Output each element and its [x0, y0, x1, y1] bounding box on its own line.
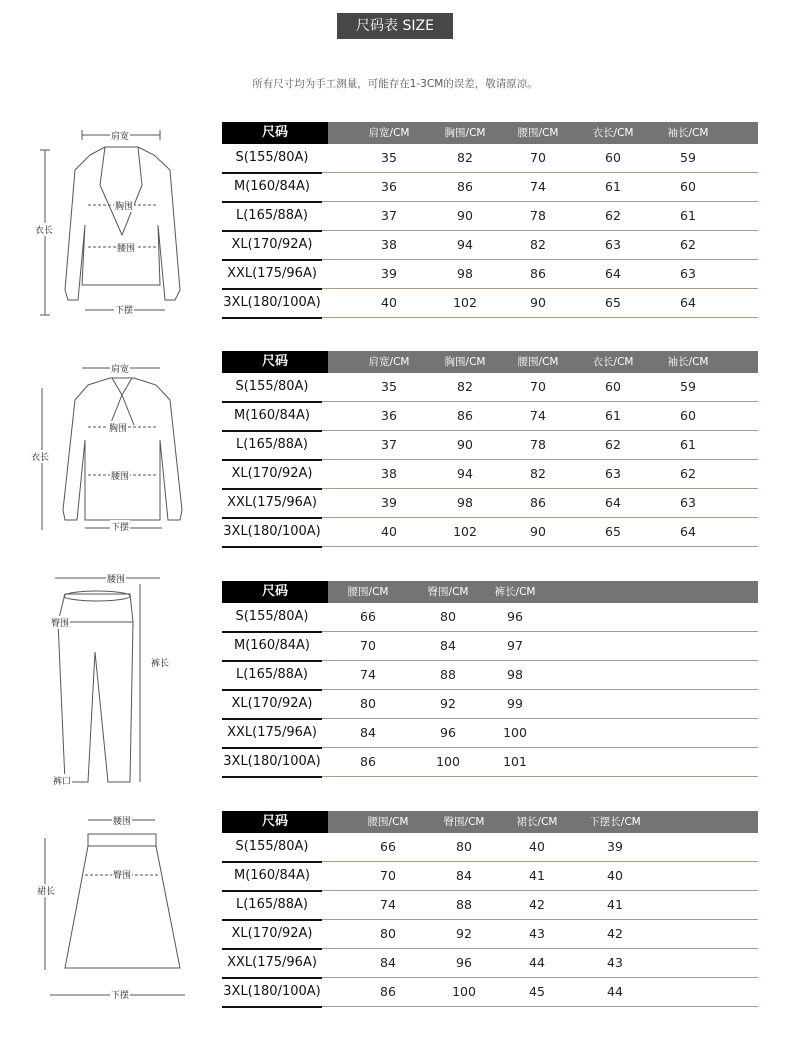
measurement-cell: 40 — [381, 295, 397, 310]
table-row — [222, 289, 758, 318]
measurement-cell: 43 — [529, 926, 545, 941]
measurement-cell: 45 — [529, 984, 545, 999]
size-cell: L(165/88A) — [222, 891, 322, 921]
size-cell: M(160/84A) — [222, 632, 322, 662]
size-cell: S(155/80A) — [222, 373, 322, 403]
table-row — [222, 173, 758, 202]
measurement-cell: 94 — [457, 466, 473, 481]
column-header: 肩宽/CM — [368, 127, 410, 139]
size-cell: L(165/88A) — [222, 661, 322, 691]
measurement-cell: 40 — [529, 839, 545, 854]
measurement-cell: 63 — [680, 495, 696, 510]
measurement-cell: 78 — [530, 437, 546, 452]
jacket-size-table — [222, 122, 758, 318]
measurement-cell: 42 — [607, 926, 623, 941]
pants-length-label: 裤长 — [150, 656, 170, 669]
measurement-cell: 42 — [529, 897, 545, 912]
size-cell: XXL(175/96A) — [222, 489, 322, 519]
table-header — [222, 581, 758, 603]
pants-size-table — [222, 581, 758, 777]
measurement-cell: 62 — [605, 208, 621, 223]
table-row — [222, 202, 758, 231]
column-header: 臀围/CM — [427, 586, 469, 598]
measurement-cell: 88 — [456, 897, 472, 912]
table-row — [222, 833, 758, 862]
measurement-cell: 63 — [605, 466, 621, 481]
size-cell: XXL(175/96A) — [222, 260, 322, 290]
measurement-cell: 90 — [530, 524, 546, 539]
measurement-cell: 96 — [456, 955, 472, 970]
measurement-cell: 37 — [381, 208, 397, 223]
measurement-cell: 90 — [457, 208, 473, 223]
measurement-cell: 97 — [507, 638, 523, 653]
measurement-cell: 38 — [381, 466, 397, 481]
column-header: 袖长/CM — [667, 127, 709, 139]
column-header: 胸围/CM — [444, 356, 486, 368]
measurement-note: 所有尺寸均为手工测量，可能存在1-3CM的误差，敬请原凉。 — [252, 78, 538, 90]
size-cell: XL(170/92A) — [222, 231, 322, 261]
measurement-cell: 70 — [380, 868, 396, 883]
column-header: 臀围/CM — [443, 816, 485, 828]
column-header: 肩宽/CM — [368, 356, 410, 368]
size-cell: L(165/88A) — [222, 431, 322, 461]
skirt-waist-label: 腰围 — [112, 814, 132, 827]
table-row — [222, 891, 758, 920]
measurement-cell: 63 — [605, 237, 621, 252]
jacket-hem-label: 下摆 — [114, 303, 134, 316]
measurement-cell: 86 — [530, 495, 546, 510]
pants-waist-label: 腰围 — [106, 572, 126, 585]
size-cell: M(160/84A) — [222, 402, 322, 432]
measurement-cell: 40 — [607, 868, 623, 883]
table-row — [222, 661, 758, 690]
measurement-cell: 82 — [530, 466, 546, 481]
measurement-cell: 74 — [380, 897, 396, 912]
size-cell: M(160/84A) — [222, 173, 322, 203]
size-column-header: 尺码 — [222, 581, 328, 603]
measurement-cell: 36 — [381, 408, 397, 423]
measurement-cell: 70 — [530, 379, 546, 394]
measurement-cell: 61 — [680, 208, 696, 223]
measurement-cell: 80 — [440, 609, 456, 624]
column-header: 胸围/CM — [444, 127, 486, 139]
measurement-cell: 92 — [456, 926, 472, 941]
measurement-cell: 102 — [453, 295, 477, 310]
measurement-cell: 41 — [607, 897, 623, 912]
measurement-cell: 78 — [530, 208, 546, 223]
measurement-cell: 90 — [530, 295, 546, 310]
skirt-hip-label: 臀围 — [112, 868, 132, 881]
size-cell: 3XL(180/100A) — [222, 289, 322, 319]
table-row — [222, 431, 758, 460]
jacket-diagram — [30, 125, 210, 325]
table-row — [222, 632, 758, 661]
measurement-cell: 74 — [530, 179, 546, 194]
table-row — [222, 518, 758, 547]
table-row — [222, 719, 758, 748]
table-row — [222, 603, 758, 632]
jacket-waist-label: 腰围 — [116, 241, 136, 254]
measurement-cell: 61 — [605, 408, 621, 423]
measurement-cell: 70 — [360, 638, 376, 653]
measurement-cell: 35 — [381, 379, 397, 394]
measurement-cell: 61 — [680, 437, 696, 452]
size-cell: S(155/80A) — [222, 603, 322, 633]
measurement-cell: 99 — [507, 696, 523, 711]
measurement-cell: 64 — [605, 495, 621, 510]
table-row — [222, 949, 758, 978]
pants-diagram — [50, 572, 180, 790]
measurement-cell: 82 — [457, 150, 473, 165]
size-cell: XXL(175/96A) — [222, 719, 322, 749]
measurement-cell: 98 — [457, 266, 473, 281]
measurement-cell: 64 — [605, 266, 621, 281]
table-row — [222, 862, 758, 891]
measurement-cell: 36 — [381, 179, 397, 194]
column-header: 腰围/CM — [517, 127, 559, 139]
column-header: 腰围/CM — [517, 356, 559, 368]
measurement-cell: 86 — [360, 754, 376, 769]
measurement-cell: 101 — [503, 754, 527, 769]
measurement-cell: 35 — [381, 150, 397, 165]
size-column-header: 尺码 — [222, 351, 328, 373]
measurement-cell: 96 — [440, 725, 456, 740]
measurement-cell: 82 — [457, 379, 473, 394]
size-column-header: 尺码 — [222, 122, 328, 144]
table-row — [222, 920, 758, 949]
skirt-diagram — [30, 810, 200, 1010]
measurement-cell: 62 — [680, 466, 696, 481]
measurement-cell: 100 — [452, 984, 476, 999]
measurement-cell: 39 — [381, 495, 397, 510]
measurement-cell: 98 — [507, 667, 523, 682]
measurement-cell: 64 — [680, 295, 696, 310]
pants-hip-label: 臀围 — [50, 616, 70, 629]
measurement-cell: 84 — [380, 955, 396, 970]
shirt-waist-label: 腰围 — [110, 469, 130, 482]
skirt-hem-label: 下摆 — [110, 988, 130, 1001]
table-row — [222, 231, 758, 260]
table-header — [222, 351, 758, 373]
measurement-cell: 74 — [530, 408, 546, 423]
measurement-cell: 80 — [360, 696, 376, 711]
measurement-cell: 88 — [440, 667, 456, 682]
size-cell: XL(170/92A) — [222, 460, 322, 490]
size-cell: XL(170/92A) — [222, 690, 322, 720]
measurement-cell: 40 — [381, 524, 397, 539]
measurement-cell: 60 — [605, 379, 621, 394]
measurement-cell: 62 — [680, 237, 696, 252]
measurement-cell: 86 — [530, 266, 546, 281]
shirt-hem-label: 下摆 — [110, 520, 130, 533]
size-cell: S(155/80A) — [222, 144, 322, 174]
measurement-cell: 100 — [503, 725, 527, 740]
measurement-cell: 62 — [605, 437, 621, 452]
shirt-length-label: 衣长 — [30, 450, 50, 463]
column-header: 袖长/CM — [667, 356, 709, 368]
skirt-length-label: 裙长 — [36, 884, 56, 897]
shirt-size-table — [222, 351, 758, 547]
shirt-shoulder-label: 肩宽 — [110, 362, 130, 375]
column-header: 裤长/CM — [494, 586, 536, 598]
measurement-cell: 60 — [680, 408, 696, 423]
table-header — [222, 122, 758, 144]
measurement-cell: 102 — [453, 524, 477, 539]
measurement-cell: 44 — [529, 955, 545, 970]
measurement-cell: 66 — [360, 609, 376, 624]
measurement-cell: 86 — [457, 408, 473, 423]
measurement-cell: 84 — [440, 638, 456, 653]
jacket-chest-label: 胸围 — [114, 199, 134, 212]
measurement-cell: 90 — [457, 437, 473, 452]
table-row — [222, 460, 758, 489]
measurement-cell: 59 — [680, 379, 696, 394]
measurement-cell: 37 — [381, 437, 397, 452]
measurement-cell: 44 — [607, 984, 623, 999]
size-chart-title: 尺码表 SIZE — [337, 13, 453, 39]
measurement-cell: 41 — [529, 868, 545, 883]
size-cell: L(165/88A) — [222, 202, 322, 232]
table-row — [222, 144, 758, 173]
measurement-cell: 60 — [605, 150, 621, 165]
measurement-cell: 98 — [457, 495, 473, 510]
measurement-cell: 63 — [680, 266, 696, 281]
measurement-cell: 94 — [457, 237, 473, 252]
table-row — [222, 373, 758, 402]
size-column-header: 尺码 — [222, 811, 328, 833]
jacket-shoulder-label: 肩宽 — [110, 129, 130, 142]
table-row — [222, 748, 758, 777]
measurement-cell: 65 — [605, 295, 621, 310]
table-row — [222, 978, 758, 1007]
table-row — [222, 260, 758, 289]
shirt-diagram — [30, 360, 210, 540]
column-header: 下摆长/CM — [589, 816, 641, 828]
measurement-cell: 74 — [360, 667, 376, 682]
column-header: 衣长/CM — [592, 356, 634, 368]
measurement-cell: 86 — [380, 984, 396, 999]
size-cell: S(155/80A) — [222, 833, 322, 863]
size-cell: 3XL(180/100A) — [222, 748, 322, 778]
size-cell: XXL(175/96A) — [222, 949, 322, 979]
table-row — [222, 690, 758, 719]
column-header: 衣长/CM — [592, 127, 634, 139]
column-header: 腰围/CM — [347, 586, 389, 598]
measurement-cell: 80 — [456, 839, 472, 854]
measurement-cell: 60 — [680, 179, 696, 194]
shirt-chest-label: 胸围 — [108, 421, 128, 434]
measurement-cell: 92 — [440, 696, 456, 711]
table-row — [222, 489, 758, 518]
measurement-cell: 43 — [607, 955, 623, 970]
size-cell: 3XL(180/100A) — [222, 518, 322, 548]
measurement-cell: 59 — [680, 150, 696, 165]
measurement-cell: 100 — [436, 754, 460, 769]
skirt-size-table — [222, 811, 758, 1007]
measurement-cell: 61 — [605, 179, 621, 194]
measurement-cell: 86 — [457, 179, 473, 194]
measurement-cell: 38 — [381, 237, 397, 252]
measurement-cell: 96 — [507, 609, 523, 624]
measurement-cell: 82 — [530, 237, 546, 252]
measurement-cell: 84 — [360, 725, 376, 740]
measurement-cell: 65 — [605, 524, 621, 539]
column-header: 腰围/CM — [367, 816, 409, 828]
table-row — [222, 402, 758, 431]
column-header: 裙长/CM — [516, 816, 558, 828]
table-header — [222, 811, 758, 833]
measurement-cell: 39 — [381, 266, 397, 281]
size-cell: 3XL(180/100A) — [222, 978, 322, 1008]
measurement-cell: 70 — [530, 150, 546, 165]
measurement-cell: 84 — [456, 868, 472, 883]
measurement-cell: 66 — [380, 839, 396, 854]
jacket-length-label: 衣长 — [34, 223, 54, 236]
size-cell: XL(170/92A) — [222, 920, 322, 950]
pants-cuff-label: 裤口 — [52, 774, 72, 787]
measurement-cell: 64 — [680, 524, 696, 539]
size-cell: M(160/84A) — [222, 862, 322, 892]
measurement-cell: 80 — [380, 926, 396, 941]
measurement-cell: 39 — [607, 839, 623, 854]
